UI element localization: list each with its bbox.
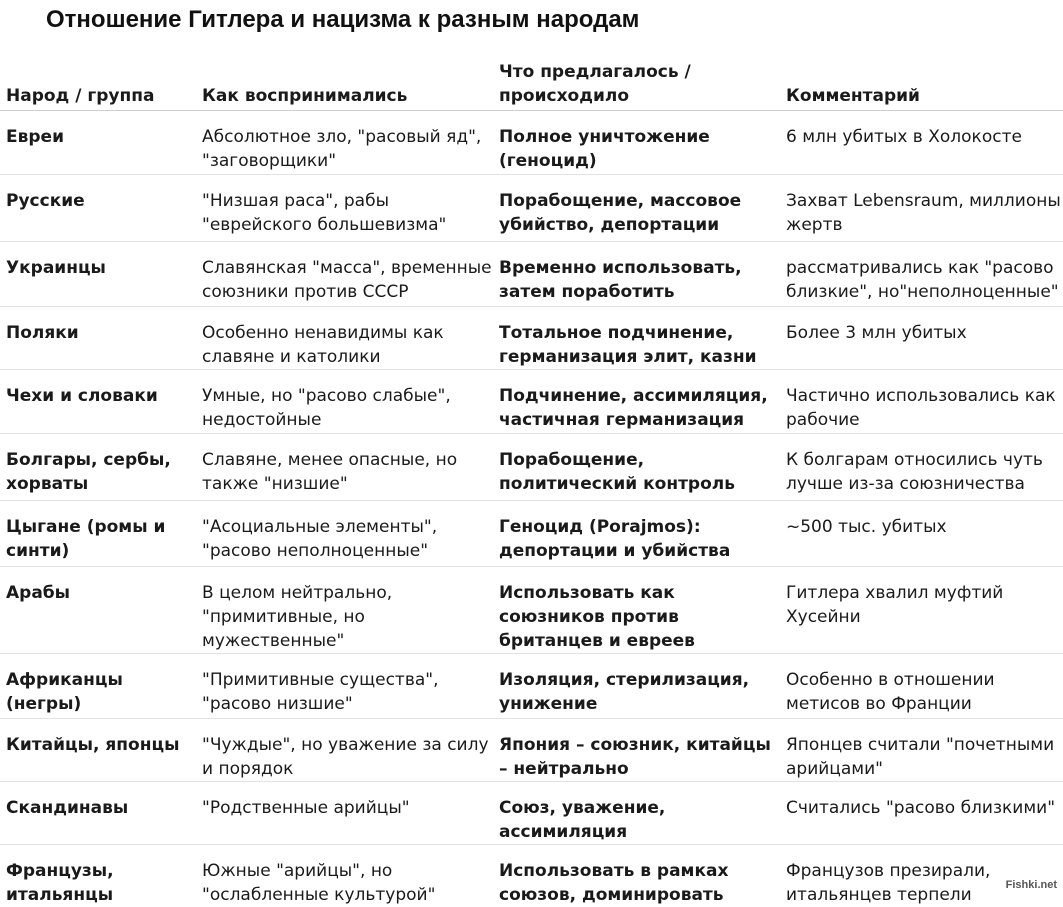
cell-people: Китайцы, японцы — [0, 719, 196, 782]
cell-proposal: Полное уничтожение (геноцид) — [493, 111, 780, 175]
cell-comment: Более 3 млн убитых — [780, 307, 1063, 370]
cell-perception: "Примитивные существа", "расово низшие" — [196, 654, 493, 719]
cell-comment: Захват Lebensraum, миллионы жертв — [780, 175, 1063, 242]
table-row — [0, 434, 1063, 501]
cell-comment: 6 млн убитых в Холокосте — [780, 111, 1063, 175]
table-row — [0, 307, 1063, 370]
table-row — [0, 654, 1063, 719]
cell-perception: "Низшая раса", рабы "еврейского большевизма" — [196, 175, 493, 242]
table-row — [0, 175, 1063, 242]
cell-perception: Особенно ненавидимы как славяне и католики — [196, 307, 493, 370]
cell-comment: Японцев считали "почетными арийцами" — [780, 719, 1063, 782]
cell-proposal: Использовать в рамках союзов, доминировать — [493, 845, 780, 907]
cell-perception: "Асоциальные элементы", "расово неполноценные" — [196, 501, 493, 567]
cell-people: Русские — [0, 175, 196, 242]
cell-people: Цыгане (ромы и синти) — [0, 501, 196, 567]
cell-proposal: Япония – союзник, китайцы – нейтрально — [493, 719, 780, 782]
cell-proposal: Союз, уважение, ассимиляция — [493, 782, 780, 845]
cell-comment: Особенно в отношении метисов во Франции — [780, 654, 1063, 719]
column-header-people: Народ / группа — [0, 58, 196, 111]
cell-people: Чехи и словаки — [0, 370, 196, 434]
page-title: Отношение Гитлера и нацизма к разным народам — [46, 6, 639, 34]
table-header-row — [0, 58, 1063, 111]
table-row — [0, 782, 1063, 845]
cell-people: Арабы — [0, 567, 196, 654]
cell-people: Французы, итальянцы — [0, 845, 196, 907]
column-header-proposal: Что предлагалось / происходило — [493, 58, 780, 111]
cell-people: Болгары, сербы, хорваты — [0, 434, 196, 501]
table-row — [0, 719, 1063, 782]
cell-people: Африканцы (негры) — [0, 654, 196, 719]
table-row — [0, 370, 1063, 434]
cell-people: Украинцы — [0, 242, 196, 307]
cell-proposal: Порабощение, политический контроль — [493, 434, 780, 501]
cell-perception: Умные, но "расово слабые", недостойные — [196, 370, 493, 434]
cell-perception: Славяне, менее опасные, но также "низшие" — [196, 434, 493, 501]
cell-people: Поляки — [0, 307, 196, 370]
column-header-comment: Комментарий — [780, 58, 1063, 111]
cell-perception: Южные "арийцы", но "ослабленные культурой" — [196, 845, 493, 907]
cell-perception: Славянская "масса", временные союзники против СССР — [196, 242, 493, 307]
cell-proposal: Изоляция, стерилизация, унижение — [493, 654, 780, 719]
cell-proposal: Геноцид (Porajmos): депортации и убийства — [493, 501, 780, 567]
table-row — [0, 501, 1063, 567]
table-row — [0, 111, 1063, 175]
cell-perception: Абсолютное зло, "расовый яд", "заговорщики" — [196, 111, 493, 175]
cell-comment: ~500 тыс. убитых — [780, 501, 1063, 567]
cell-comment: рассматривались как "расово близкие", но"неполноценные" — [780, 242, 1063, 307]
table-row — [0, 567, 1063, 654]
cell-perception: "Чуждые", но уважение за силу и порядок — [196, 719, 493, 782]
cell-comment: Частично использовались как рабочие — [780, 370, 1063, 434]
cell-people: Скандинавы — [0, 782, 196, 845]
cell-comment: Гитлера хвалил муфтий Хусейни — [780, 567, 1063, 654]
cell-comment: Считались "расово близкими" — [780, 782, 1063, 845]
cell-comment: Французов презирали, итальянцев терпели — [780, 845, 1063, 907]
cell-proposal: Тотальное подчинение, германизация элит, казни — [493, 307, 780, 370]
cell-proposal: Порабощение, массовое убийство, депортации — [493, 175, 780, 242]
nations-table — [0, 58, 1063, 907]
cell-comment: К болгарам относились чуть лучше из-за союзничества — [780, 434, 1063, 501]
cell-perception: "Родственные арийцы" — [196, 782, 493, 845]
cell-people: Евреи — [0, 111, 196, 175]
watermark: Fishki.net — [1006, 879, 1057, 891]
cell-proposal: Подчинение, ассимиляция, частичная германизация — [493, 370, 780, 434]
cell-perception: В целом нейтрально, "примитивные, но мужественные" — [196, 567, 493, 654]
cell-proposal: Использовать как союзников против британцев и евреев — [493, 567, 780, 654]
table-row — [0, 242, 1063, 307]
table-row — [0, 845, 1063, 907]
cell-proposal: Временно использовать, затем поработить — [493, 242, 780, 307]
column-header-perception: Как воспринимались — [196, 58, 493, 111]
